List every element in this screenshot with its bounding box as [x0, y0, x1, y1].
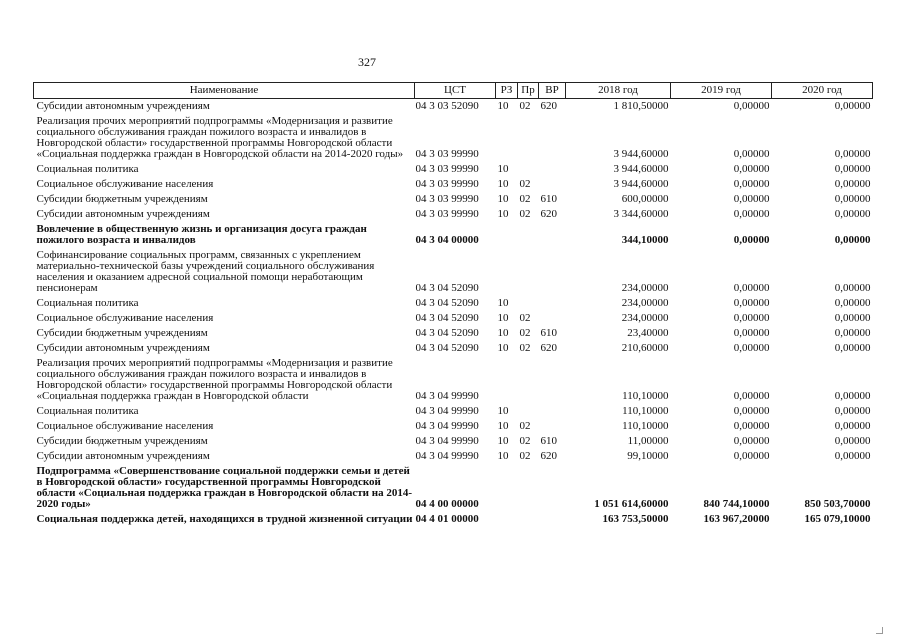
cell-pr: [518, 248, 539, 296]
cell-pr: 02: [519, 420, 531, 432]
cell-vr: [539, 248, 566, 296]
cell-vr: 620: [540, 342, 557, 354]
cell-cst: 04 3 04 52090: [415, 312, 479, 324]
cell-rz: 10: [497, 327, 509, 339]
cell-2020: 0,00000: [834, 435, 871, 447]
table-row: [34, 248, 873, 296]
cell-2019: 0,00000: [733, 420, 770, 432]
cell-cst: 04 3 04 99990: [415, 435, 479, 447]
cell-pr: 02: [519, 450, 531, 462]
cell-name: Софинансирование социальных программ, связанных с укреплением материально-технической базы учреждений социального обслуживания населения и оказанием адресной социальной помощи неработающим пенсионерам: [36, 249, 375, 294]
cell-cst: 04 3 04 52090: [415, 282, 479, 294]
table-row: [34, 449, 873, 464]
col-header-2019: 2019 год: [671, 83, 772, 99]
cell-rz: 10: [497, 178, 509, 190]
col-header-pr: Пр: [518, 83, 539, 99]
cell-rz: 10: [497, 420, 509, 432]
cell-pr: 02: [519, 100, 531, 112]
cell-2019: 163 967,20000: [703, 513, 770, 525]
table-row: [34, 464, 873, 512]
cell-2019: 0,00000: [733, 148, 770, 160]
table-row: [34, 296, 873, 311]
cell-name: Субсидии автономным учреждениям: [36, 450, 210, 462]
cell-name: Социальная политика: [36, 163, 139, 175]
cell-name: Субсидии бюджетным учреждениям: [36, 327, 208, 339]
cell-2019: 0,00000: [733, 100, 770, 112]
col-header-name: Наименование: [34, 83, 415, 99]
cell-2020: 0,00000: [834, 420, 871, 432]
cell-2018: 23,40000: [627, 327, 669, 339]
cell-2020: 0,00000: [834, 193, 871, 205]
cell-rz: 10: [497, 100, 509, 112]
cell-vr: 620: [540, 208, 557, 220]
cell-rz: [496, 248, 518, 296]
cell-2020: 0,00000: [834, 297, 871, 309]
cell-cst: 04 3 03 52090: [415, 100, 479, 112]
cell-2018: 234,00000: [621, 297, 669, 309]
cell-pr: 02: [519, 327, 531, 339]
cell-vr: 610: [540, 327, 557, 339]
cell-2020: 165 079,10000: [804, 513, 871, 525]
cell-2020: 0,00000: [834, 282, 871, 294]
cell-name: Субсидии автономным учреждениям: [36, 342, 210, 354]
cell-2020: 0,00000: [834, 163, 871, 175]
table-row: [34, 356, 873, 404]
cell-2018: 210,60000: [621, 342, 669, 354]
cell-cst: 04 3 03 99990: [415, 208, 479, 220]
table-header-row: [34, 83, 873, 99]
cell-2019: 0,00000: [733, 163, 770, 175]
cell-2018: 1 810,50000: [613, 100, 669, 112]
cell-2019: 0,00000: [733, 282, 770, 294]
cell-2018: 110,10000: [622, 420, 669, 432]
cell-pr: 02: [519, 342, 531, 354]
cell-2020: 850 503,70000: [804, 498, 871, 510]
cell-2019: 0,00000: [733, 312, 770, 324]
cell-2018: 110,10000: [622, 390, 669, 402]
cell-rz: [496, 464, 518, 512]
page-corner-mark: [876, 627, 883, 634]
cell-vr: [539, 296, 566, 311]
cell-2018: 234,00000: [621, 312, 669, 324]
cell-cst: 04 3 04 00000: [415, 234, 479, 246]
cell-vr: [539, 419, 566, 434]
cell-pr: 02: [519, 435, 531, 447]
table-row: [34, 177, 873, 192]
cell-2020: 0,00000: [834, 100, 871, 112]
cell-cst: 04 3 03 99990: [415, 148, 479, 160]
cell-vr: [539, 162, 566, 177]
cell-2018: 3 944,60000: [613, 178, 669, 190]
cell-name: Социальное обслуживание населения: [36, 420, 214, 432]
cell-2018: 344,10000: [621, 234, 669, 246]
table-row: [34, 404, 873, 419]
cell-vr: [539, 464, 566, 512]
cell-rz: 10: [497, 450, 509, 462]
cell-2019: 0,00000: [733, 193, 770, 205]
cell-vr: [539, 512, 566, 527]
cell-2020: 0,00000: [834, 178, 871, 190]
cell-pr: 02: [519, 178, 531, 190]
cell-name: Социальное обслуживание населения: [36, 312, 214, 324]
table-row: [34, 99, 873, 115]
cell-2020: 0,00000: [834, 390, 871, 402]
cell-2019: 0,00000: [733, 450, 770, 462]
cell-2019: 0,00000: [733, 405, 770, 417]
cell-2020: 0,00000: [834, 234, 871, 246]
cell-cst: 04 3 03 99990: [415, 163, 479, 175]
cell-rz: 10: [497, 208, 509, 220]
cell-pr: 02: [519, 312, 531, 324]
cell-pr: [518, 512, 539, 527]
cell-vr: [539, 114, 566, 162]
cell-2020: 0,00000: [834, 148, 871, 160]
cell-pr: [518, 222, 539, 248]
cell-2019: 0,00000: [733, 208, 770, 220]
cell-pr: [518, 404, 539, 419]
table-row: [34, 192, 873, 207]
cell-2018: 600,00000: [621, 193, 669, 205]
cell-2019: 0,00000: [733, 327, 770, 339]
cell-rz: 10: [497, 297, 509, 309]
cell-2019: 0,00000: [733, 390, 770, 402]
table-body: [34, 99, 873, 528]
cell-pr: 02: [519, 193, 531, 205]
cell-2020: 0,00000: [834, 327, 871, 339]
table-row: [34, 114, 873, 162]
cell-rz: 10: [497, 163, 509, 175]
cell-vr: 610: [540, 193, 557, 205]
cell-name: Реализация прочих мероприятий подпрограммы «Модернизация и развитие социального обслуживания граждан пожилого возраста и инвалидов в Новгородской области» государственной программы Новгородской области «Социальная поддержка граждан в Новгородской области на 2014-2020 годы»: [36, 115, 404, 160]
cell-2019: 840 744,10000: [703, 498, 770, 510]
cell-2018: 99,10000: [627, 450, 669, 462]
cell-2020: 0,00000: [834, 208, 871, 220]
cell-name: Реализация прочих мероприятий подпрограммы «Модернизация и развитие социального обслуживания граждан пожилого возраста и инвалидов в Новгородской области» государственной программы Новгородской области «Социальная поддержка граждан в Новгородской области: [36, 357, 393, 402]
cell-name: Субсидии автономным учреждениям: [36, 208, 210, 220]
cell-cst: 04 3 04 99990: [415, 390, 479, 402]
cell-2018: 3 344,60000: [613, 208, 669, 220]
cell-rz: 10: [497, 193, 509, 205]
cell-rz: [496, 512, 518, 527]
cell-2019: 0,00000: [733, 234, 770, 246]
cell-name: Социальное обслуживание населения: [36, 178, 214, 190]
cell-2019: 0,00000: [733, 435, 770, 447]
cell-rz: 10: [497, 435, 509, 447]
cell-name: Социальная поддержка детей, находящихся в трудной жизненной ситуации: [36, 513, 413, 525]
cell-2020: 0,00000: [834, 312, 871, 324]
cell-2019: 0,00000: [733, 297, 770, 309]
cell-cst: 04 3 04 52090: [415, 327, 479, 339]
cell-rz: [496, 222, 518, 248]
table-row: [34, 341, 873, 356]
table-row: [34, 434, 873, 449]
cell-2020: 0,00000: [834, 405, 871, 417]
cell-rz: [496, 114, 518, 162]
table-row: [34, 222, 873, 248]
table-row: [34, 311, 873, 326]
cell-2019: 0,00000: [733, 178, 770, 190]
cell-name: Вовлечение в общественную жизнь и организация досуга граждан пожилого возраста и инвалидов: [36, 223, 367, 246]
cell-vr: 620: [540, 100, 557, 112]
cell-cst: 04 4 01 00000: [415, 513, 479, 525]
cell-2020: 0,00000: [834, 342, 871, 354]
cell-cst: 04 3 04 52090: [415, 297, 479, 309]
cell-2018: 3 944,60000: [613, 148, 669, 160]
col-header-2018: 2018 год: [566, 83, 671, 99]
cell-2018: 1 051 614,60000: [594, 498, 669, 510]
cell-pr: [518, 114, 539, 162]
cell-cst: 04 3 04 99990: [415, 450, 479, 462]
cell-cst: 04 3 04 99990: [415, 420, 479, 432]
col-header-cst: ЦСТ: [415, 83, 496, 99]
cell-cst: 04 3 04 99990: [415, 405, 479, 417]
table-row: [34, 207, 873, 222]
cell-rz: [496, 356, 518, 404]
cell-name: Субсидии бюджетным учреждениям: [36, 435, 208, 447]
cell-name: Подпрограмма «Совершенствование социальной поддержки семьи и детей в Новгородской области» государственной программы Новгородской области «Социальная поддержка граждан в Новгородской области на 2014-2020 годы»: [36, 465, 412, 510]
cell-2018: 11,00000: [627, 435, 669, 447]
table-row: [34, 512, 873, 527]
cell-vr: 610: [540, 435, 557, 447]
cell-vr: [539, 356, 566, 404]
cell-name: Субсидии автономным учреждениям: [36, 100, 210, 112]
cell-2019: 0,00000: [733, 342, 770, 354]
cell-pr: 02: [519, 208, 531, 220]
cell-name: Социальная политика: [36, 297, 139, 309]
budget-table: [33, 82, 873, 527]
col-header-rz: РЗ: [496, 83, 518, 99]
cell-cst: 04 3 03 99990: [415, 193, 479, 205]
cell-2018: 163 753,50000: [602, 513, 669, 525]
table-row: [34, 326, 873, 341]
cell-vr: [539, 222, 566, 248]
cell-vr: [539, 177, 566, 192]
cell-cst: 04 3 04 52090: [415, 342, 479, 354]
cell-name: Социальная политика: [36, 405, 139, 417]
cell-cst: 04 3 03 99990: [415, 178, 479, 190]
table-row: [34, 419, 873, 434]
cell-vr: [539, 311, 566, 326]
col-header-vr: ВР: [539, 83, 566, 99]
cell-rz: 10: [497, 405, 509, 417]
cell-name: Субсидии бюджетным учреждениям: [36, 193, 208, 205]
cell-pr: [518, 356, 539, 404]
page-number: 327: [358, 55, 376, 69]
cell-2020: 0,00000: [834, 450, 871, 462]
cell-2018: 234,00000: [621, 282, 669, 294]
cell-vr: [539, 404, 566, 419]
cell-2018: 110,10000: [622, 405, 669, 417]
cell-rz: 10: [497, 342, 509, 354]
cell-cst: 04 4 00 00000: [415, 498, 479, 510]
cell-pr: [518, 296, 539, 311]
cell-2018: 3 944,60000: [613, 163, 669, 175]
cell-pr: [518, 464, 539, 512]
cell-pr: [518, 162, 539, 177]
table-row: [34, 162, 873, 177]
cell-rz: 10: [497, 312, 509, 324]
col-header-2020: 2020 год: [772, 83, 873, 99]
cell-vr: 620: [540, 450, 557, 462]
